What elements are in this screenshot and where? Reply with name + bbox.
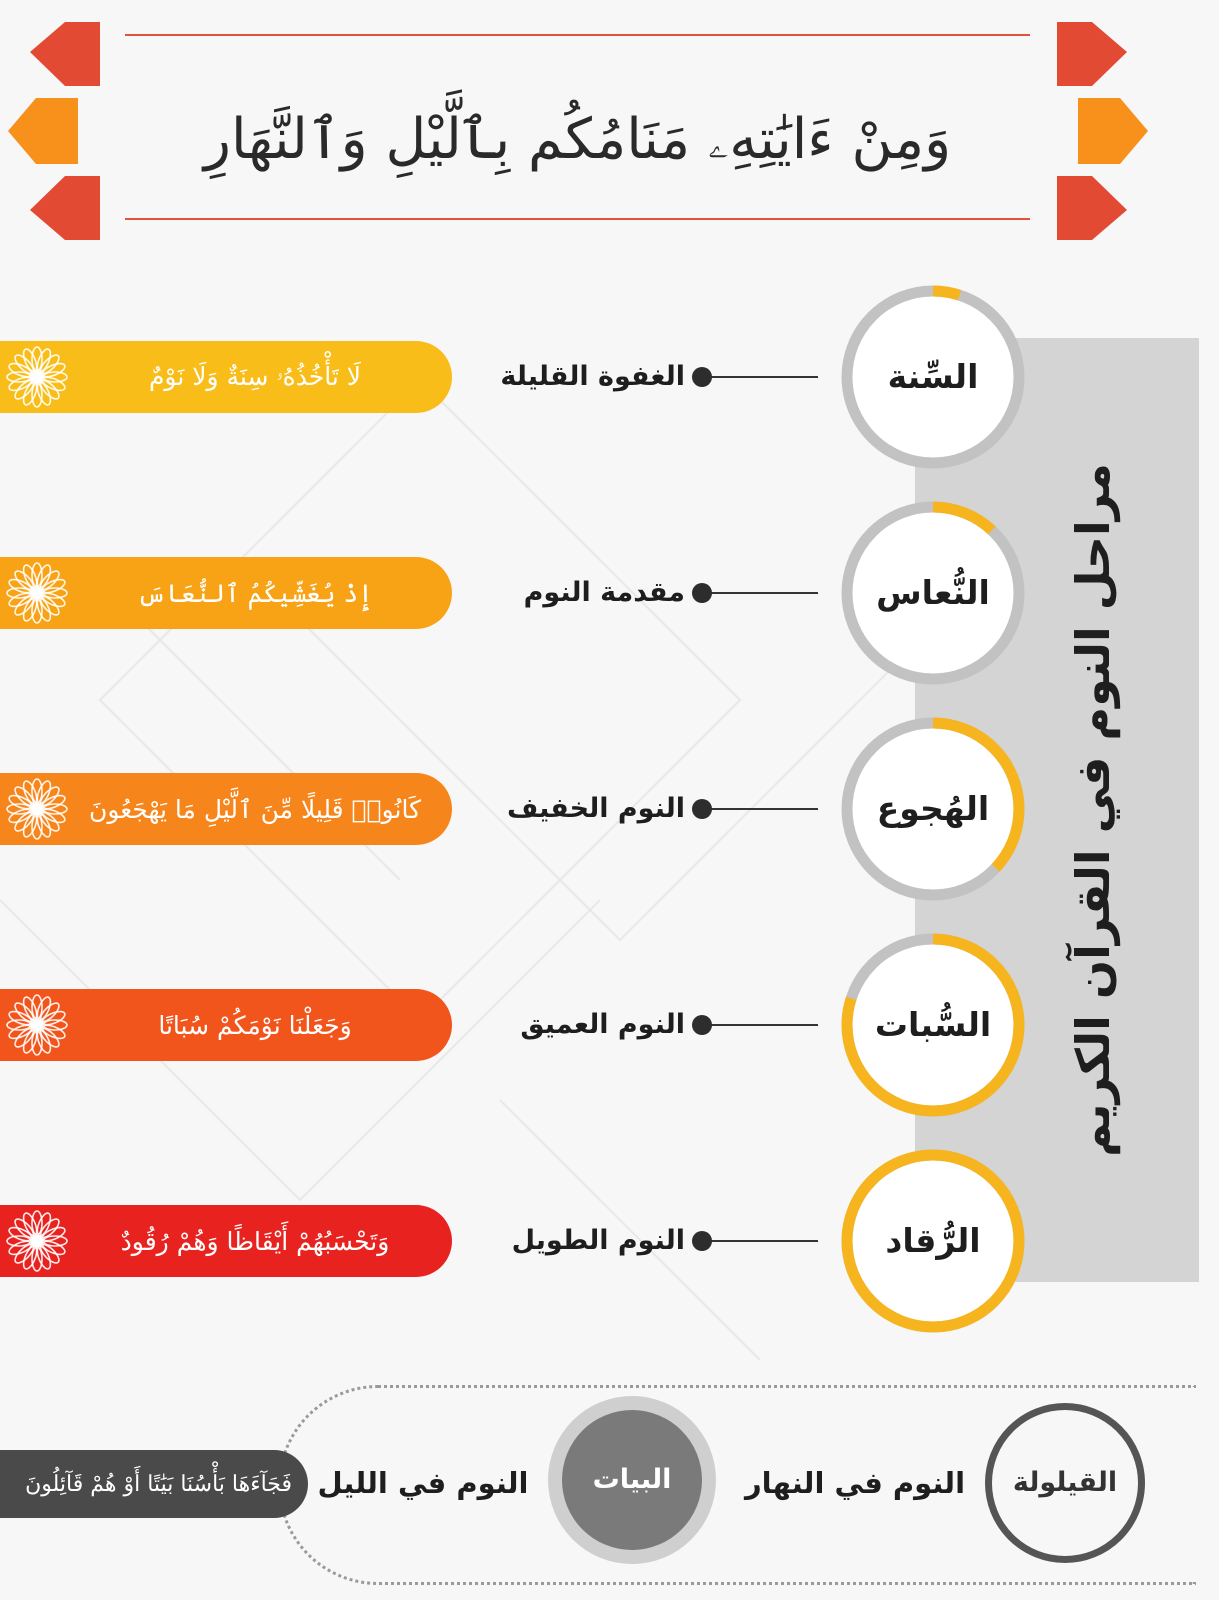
ornament-top-left-icon bbox=[30, 22, 100, 86]
stage-description: النوم الطويل bbox=[511, 1225, 685, 1256]
stage-verse: وَتَحْسَبُهُمْ أَيْقَاظًا وَهُمْ رُقُودٌ bbox=[120, 1226, 390, 1256]
stage-description: النوم العميق bbox=[520, 1009, 685, 1040]
ornament-mid-right-icon bbox=[1078, 98, 1148, 164]
stage-name: الهُجوع bbox=[876, 789, 990, 828]
stage-verse: لَا تَأْخُذُهُۥ سِنَةٌ وَلَا نَوْمٌ bbox=[148, 362, 362, 391]
stage-description: الغفوة القليلة bbox=[500, 361, 685, 392]
stage-name: السُّبات bbox=[874, 1005, 992, 1044]
stage-description: النوم الخفيف bbox=[507, 793, 685, 824]
rosette-icon bbox=[6, 346, 68, 408]
stage-connector bbox=[700, 808, 818, 810]
bayat-verse: فَجَآءَهَا بَأْسُنَا بَيَٰتًا أَوْ هُمْ قَآئِلُونَ bbox=[25, 1471, 292, 1497]
stage-connector-dot bbox=[692, 583, 712, 603]
stage-verse: وَجَعَلْنَا نَوْمَكُمْ سُبَاتًا bbox=[158, 1010, 352, 1040]
rosette-icon bbox=[6, 778, 68, 840]
ornament-top-right-icon bbox=[1057, 22, 1127, 86]
rosette-icon bbox=[6, 1210, 68, 1272]
header-bottom-line bbox=[125, 218, 1030, 220]
stage-connector-dot bbox=[692, 1231, 712, 1251]
stage-connector-dot bbox=[692, 367, 712, 387]
stage-description: مقدمة النوم bbox=[523, 577, 685, 608]
stage-verse: كَانُوا۟ قَلِيلًا مِّنَ ٱلَّيْلِ مَا يَهْجَعُونَ bbox=[89, 794, 421, 824]
stage-name: الرُّقاد bbox=[885, 1221, 981, 1260]
stage-connector-dot bbox=[692, 1015, 712, 1035]
stage-name: النُّعاس bbox=[876, 573, 990, 612]
rosette-icon bbox=[6, 994, 68, 1056]
stage-name: السِّنة bbox=[887, 357, 979, 396]
ornament-mid-left-icon bbox=[8, 98, 78, 164]
stage-connector bbox=[700, 592, 818, 594]
stage-connector bbox=[700, 376, 818, 378]
qaylula-description: النوم في النهار bbox=[744, 1466, 966, 1500]
stage-connector bbox=[700, 1240, 818, 1242]
page-title: مراحل النوم في القرآن الكريم bbox=[1066, 463, 1120, 1157]
stage-connector-dot bbox=[692, 799, 712, 819]
ornament-bottom-right-icon bbox=[1057, 176, 1127, 240]
header-verse: وَمِنْ ءَايَٰتِهِۦ مَنَامُكُم بِٱلَّيْلِ وَٱلنَّهَارِ bbox=[203, 107, 952, 172]
stage-connector bbox=[700, 1024, 818, 1026]
bayat-description: النوم في الليل bbox=[317, 1466, 529, 1500]
ornament-bottom-left-icon bbox=[30, 176, 100, 240]
bayat-name: البيات bbox=[592, 1464, 672, 1495]
header-top-line bbox=[125, 34, 1030, 36]
stage-verse: إِذْ يُغَشِّيكُمُ ٱلنُّعَاسَ bbox=[137, 578, 373, 608]
qaylula-name: القيلولة bbox=[1012, 1467, 1118, 1498]
rosette-icon bbox=[6, 562, 68, 624]
